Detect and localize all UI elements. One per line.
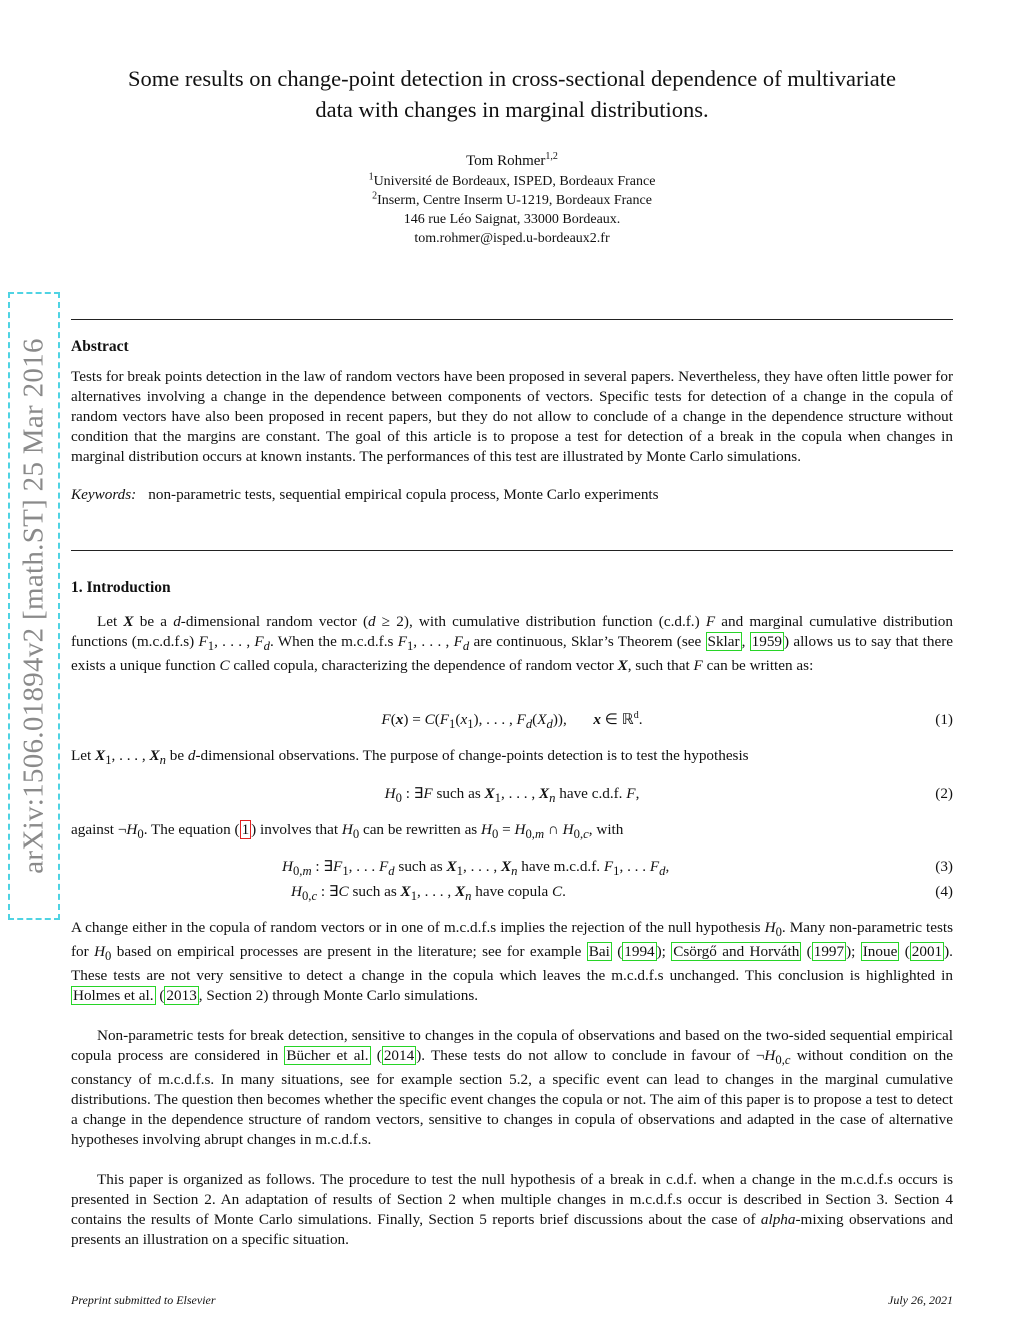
abstract-top-rule bbox=[71, 319, 953, 320]
citation-holmes-year[interactable]: 2013 bbox=[166, 987, 197, 1005]
equation-1-number: (1) bbox=[935, 711, 953, 728]
citation-bucher[interactable]: Bücher et al. bbox=[286, 1047, 369, 1065]
footer-preprint: Preprint submitted to Elsevier bbox=[71, 1293, 216, 1307]
abstract-text: Tests for break points detection in the law of random vectors have been proposed in several papers. Nevertheless, they have often little power for alternatives involving a change in the dependence between components of vectors. Specific tests for detection of a change in the copula of random vectors have also been proposed in recent papers, but they do not allow to conclude of a change in the dependence structure without condition that the margins are constant. The goal of this article is to propose a test for detection of a break in the copula when changes in marginal distribution occurs at known instants. The performances of this test are illustrated by Monte Carlo simulations. bbox=[71, 368, 953, 465]
footer-date: July 26, 2021 bbox=[888, 1293, 953, 1307]
intro-heading: 1. Introduction bbox=[71, 579, 171, 596]
author-block bbox=[200, 150, 824, 248]
keywords: Keywords: non-parametric tests, sequential empirical copula process, Monte Carlo experiments bbox=[71, 486, 659, 503]
arxiv-id[interactable]: arXiv:1506.01894v2 [math.ST] 25 Mar 2016 bbox=[17, 338, 50, 874]
equation-3: $H_{0,m}$ : $\exists F_1$, . . . $F_d$ such as $X_1$, . . . , $X_n$ have m.c.d.f. $F_1$, . . . $F_d$, (3) bbox=[282, 858, 953, 879]
address: 146 rue Léo Saignat, 33000 Bordeaux. bbox=[403, 212, 621, 227]
arxiv-stamp[interactable] bbox=[8, 292, 60, 920]
citation-holmes[interactable]: Holmes et al. bbox=[73, 987, 154, 1005]
citation-sklar[interactable]: Sklar bbox=[707, 633, 740, 650]
citation-bai-year[interactable]: 1994 bbox=[624, 943, 655, 961]
citation-csorgo[interactable]: Csörgő and Horváth bbox=[673, 943, 800, 961]
intro-paragraph-4: A change either in the copula of random vectors or in one of m.c.d.f.s implies the rejection of the null hypothesis $H_0$. Many non-parametric tests for $H_0$ based on empirical processes are present in the literature; see for example Bai ( 1994 ); Csörgő and Horváth ( 1997 ); Inoue ( 2001 ). These tests are not very sensitive to detect a change in the copula which leaves the m.c.d.f.s unchanged. This conclusion is highlighted in Holmes et al. ( 2013 , Section 2) through Monte Carlo simulations. bbox=[71, 919, 953, 1005]
email[interactable]: tom.rohmer@isped.u-bordeaux2.fr bbox=[414, 231, 610, 246]
intro-paragraph-2: Let $X_1$, . . . , $X_n$ be d-dimensional observations. The purpose of change-points detection is to test the hypothesis bbox=[71, 747, 749, 768]
citation-bucher-year[interactable]: 2014 bbox=[383, 1047, 415, 1065]
equation-4: $H_{0,c}$ : ∃C such as $X_1$, . . . , $X_n$ have copula C. (4) bbox=[291, 883, 953, 904]
affiliation-2: $^2$Inserm, Centre Inserm U-1219, Bordeaux France bbox=[372, 190, 652, 208]
equation-3-number: (3) bbox=[935, 858, 953, 875]
abstract-heading: Abstract bbox=[71, 338, 129, 355]
page-footer bbox=[71, 1293, 953, 1308]
intro-body bbox=[71, 918, 953, 1250]
equation-4-number: (4) bbox=[935, 883, 953, 900]
intro-paragraph-6: This paper is organized as follows. The procedure to test the null hypothesis of a break in c.d.f. when a change in the m.c.d.f.s occurs is presented in Section 2. An adaptation of results of Section 2 when multiple changes in m.c.d.f.s occur is described in Section 3. Section 4 contains the results of Monte Carlo simulations. Finally, Section 5 reports brief discussions about the case of alpha-mixing observations and presents an illustration on a specific situation. bbox=[71, 1171, 954, 1249]
paper-title bbox=[60, 63, 964, 125]
equation-2: $H_0$ : ∃F such as $X_1$, . . . , $X_n$ have c.d.f. F, (2) bbox=[384, 785, 953, 806]
citation-inoue[interactable]: Inoue bbox=[862, 943, 898, 961]
intro-paragraph-3: against $\neg H_0$. The equation ( 1 ) involves that $H_0$ can be rewritten as $H_0 = H_{0,m}$ ∩ $H_{0,c}$, with bbox=[71, 821, 624, 842]
intro-section bbox=[71, 578, 953, 676]
equation-2-number: (2) bbox=[935, 785, 953, 802]
equation-1: $F(x) = C(F_1(x_1)$, . . . , $F_d(X_d)$), x ∈ ℝ$^d$. (1) bbox=[381, 709, 953, 732]
citation-inoue-year[interactable]: 2001 bbox=[911, 943, 943, 961]
intro-paragraph-5: Non-parametric tests for break detection, sensitive to changes in the copula of observations and based on the two-sided sequential empirical copula process are considered in Bücher et al. ( 2014 ). These tests do not allow to conclude in favour of $\neg H_{0,c}$ without condition on the constancy of m.c.d.f.s. In many situations, see for example section 5.2, a specific event can lead to changes in the marginal cumulative distributions. The question then becomes whether the specific event changes the copula or not. The aim of this paper is to propose a test to detect a change in the dependence structure of random vectors, sensitive to changes in copula of observations and adapted in the case of alternative hypotheses involving abrupt changes in m.c.d.f.s. bbox=[71, 1027, 954, 1149]
equation-ref-1[interactable]: 1 bbox=[241, 821, 250, 838]
abstract-section bbox=[71, 337, 953, 505]
title-line-2: data with changes in marginal distributions. bbox=[315, 97, 709, 122]
abstract-bottom-rule bbox=[71, 550, 953, 551]
author-name: Tom Rohmer$^{1,2}$ bbox=[466, 151, 558, 169]
affiliation-1: $^1$Université de Bordeaux, ISPED, Bordeaux France bbox=[368, 171, 656, 189]
title-line-1: Some results on change-point detection in cross-sectional dependence of multivariate bbox=[128, 66, 896, 91]
citation-sklar-year[interactable]: 1959 bbox=[751, 633, 783, 650]
citation-csorgo-year[interactable]: 1997 bbox=[813, 943, 845, 961]
intro-paragraph-1: Let X be a d-dimensional random vector (d ≥ 2), with cumulative distribution function (c.d.f.) F and marginal cumulative distribution functions (m.c.d.f.s) $F_1$, . . . , $F_d$. When the m.c.d.f.s $F_1$, . . . , $F_d$ are continuous, Sklar’s Theorem (see Sklar , 1959 ) allows us to say that there exists a unique function C called copula, characterizing the dependence of random vector X, such that F can be written as: bbox=[71, 613, 953, 675]
citation-bai[interactable]: Bai bbox=[588, 943, 610, 961]
